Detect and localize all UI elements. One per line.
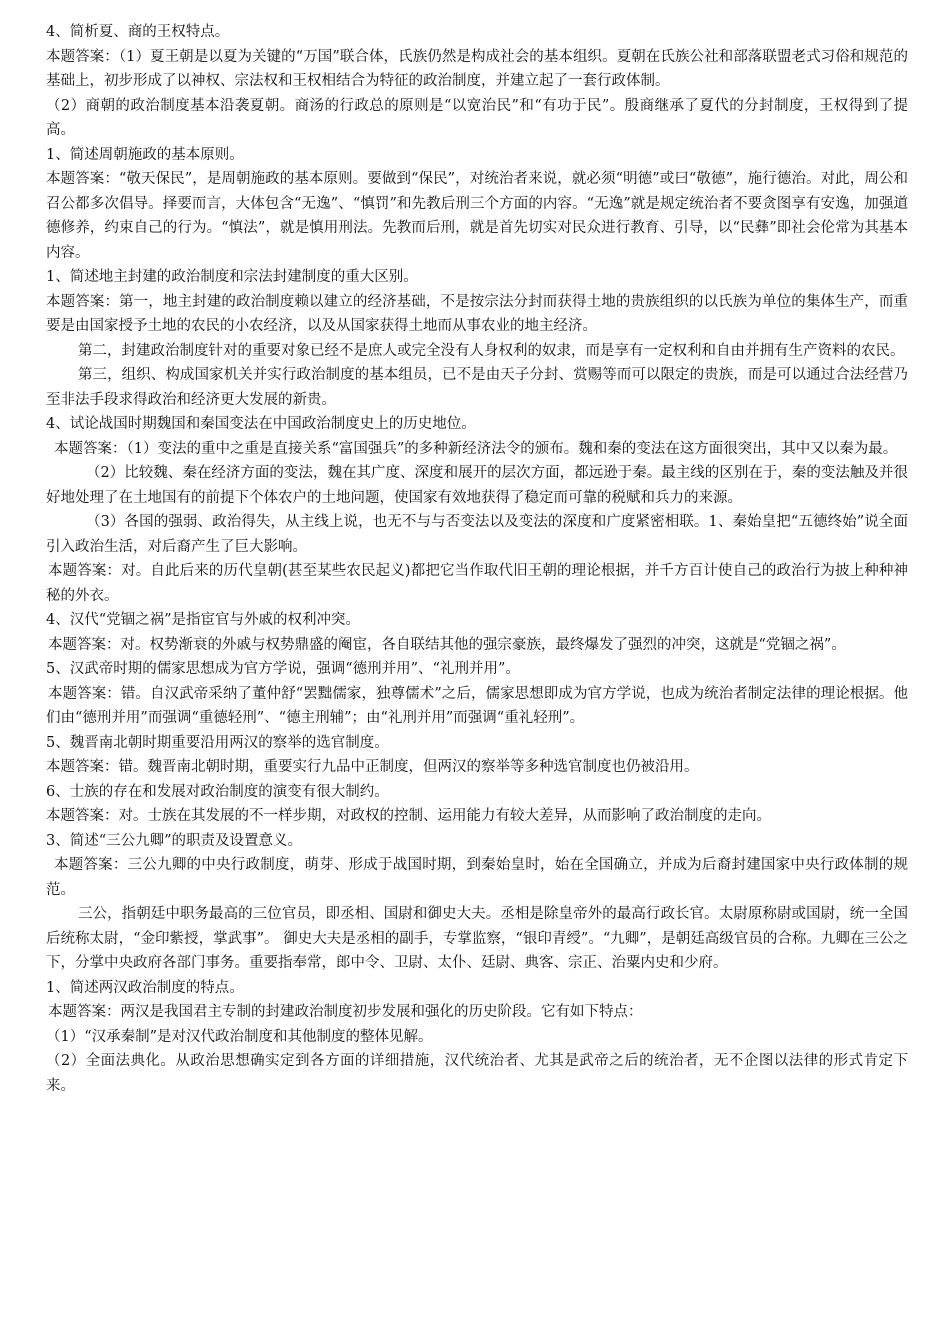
question-heading: 1、简述地主封建的政治制度和宗法封建制度的重大区别。 [46,269,418,285]
answer-paragraph: 本题答案：两汉是我国君主专制的封建政治制度初步发展和强化的历史阶段。它有如下特点： [48,1004,643,1020]
question-heading: 4、简析夏、商的王权特点。 [46,24,230,40]
answer-paragraph: 本题答案：对。权势渐衰的外戚与权势鼎盛的阉宦，各自联结其他的强宗豪族，最终爆发了强烈的冲突，这就是“党锢之祸”。 [48,636,846,653]
answer-paragraph: （3）各国的强弱、政治得失，从主线上说，也无不与与否变法以及变法的深度和广度紧密相联。1、秦始皇把“五德终始”说全面引入政治生活，对后裔产生了巨大影响。 [46,514,908,555]
answer-paragraph: 三公，指朝廷中职务最高的三位官员，即丞相、国尉和御史大夫。丞相是除皇帝外的最高行政长官。太尉原称尉或国尉，统一全国后统称太尉，“金印紫授，掌武事”。 御史大夫是丞相的副手，专掌监察，“银印青绶”。“九卿”，是朝廷高级官员的合称。九卿在三公之下，分掌中央政府各部门事务。重要指奉常，郎中令、卫尉、太仆、廷尉、典客、宗正、治粟内史和少府。 [46,906,908,971]
answer-paragraph: 本题答案：对。自此后来的历代皇朝(甚至某些农民起义)都把它当作取代旧王朝的理论根据，并千方百计使自己的政治行为披上种种神秘的外衣。 [46,563,908,604]
question-heading: 4、试论战国时期魏国和秦国变法在中国政治制度史上的历史地位。 [46,416,476,432]
answer-paragraph: 本题答案：（1）变法的重中之重是直接关系“富国强兵”的多种新经济法令的颁布。魏和秦的变法在这方面很突出，其中又以秦为最。 [54,440,898,457]
answer-paragraph: 第二，封建政治制度针对的重要对象已经不是庶人或完全没有人身权利的奴隶，而是享有一定权利和自由并拥有生产资料的农民。 [78,342,905,359]
answer-paragraph: 本题答案：第一，地主封建的政治制度赖以建立的经济基础，不是按宗法分封而获得土地的贵族组织的以氏族为单位的集体生产，而重要是由国家授予土地的农民的小农经济，以及从国家获得土地而从事农业的地主经济。 [46,293,908,334]
answer-paragraph: （2）比较魏、秦在经济方面的变法，魏在其广度、深度和展开的层次方面，都远逊于秦。最主线的区别在于，秦的变法触及并很好地处理了在土地国有的前提下个体农户的土地问题，使国家有效地获得了稳定而可靠的税赋和兵力的来源。 [46,465,908,506]
question-heading: 6、士族的存在和发展对政治制度的演变有很大制约。 [46,783,389,800]
answer-paragraph: 本题答案：错。自汉武帝采纳了董仲舒“罢黜儒家，独尊儒术”之后，儒家思想即成为官方学说，也成为统治者制定法律的理论根据。他们由“德刑并用”而强调“重德轻刑”、“德主刑辅”；由“礼刑并用”而强调“重礼轻刑”。 [46,685,908,726]
answer-paragraph: （2）商朝的政治制度基本沿袭夏朝。商汤的行政总的原则是“以宽治民”和“有功于民”。殷商继承了夏代的分封制度，王权得到了提高。 [46,97,908,138]
answer-paragraph: （1）“汉承秦制”是对汉代政治制度和其他制度的整体见解。 [46,1028,433,1045]
question-heading: 1、简述周朝施政的基本原则。 [46,146,244,163]
question-heading: 3、简述“三公九卿”的职责及设置意义。 [46,832,303,849]
question-heading: 5、汉武帝时期的儒家思想成为官方学说，强调“德刑并用”、“礼刑并用”。 [46,661,520,677]
question-heading: 4、汉代“党锢之祸”是指宦官与外戚的权利冲突。 [46,612,361,628]
answer-paragraph: （2）全面法典化。从政治思想确实定到各方面的详细措施，汉代统治者、尤其是武帝之后的统治者，无不企图以法律的形式肯定下来。 [46,1053,908,1094]
question-heading: 5、魏晋南北朝时期重要沿用两汉的察举的选官制度。 [46,734,389,751]
answer-paragraph: 本题答案：（1）夏王朝是以夏为关键的“万国”联合体，氏族仍然是构成社会的基本组织。夏朝在氏族公社和部落联盟老式习俗和规范的基础上，初步形成了以神权、宗法权和王权相结合为特征的政治制度，并建立起了一套行政体制。 [46,48,908,89]
answer-paragraph: 第三，组织、构成国家机关并实行政治制度的基本组员，已不是由天子分封、赏赐等而可以限定的贵族，而是可以通过合法经营乃至非法手段求得政治和经济更大发展的新贵。 [46,367,908,408]
answer-paragraph: 本题答案：错。魏晋南北朝时期，重要实行九品中正制度，但两汉的察举等多种选官制度也仍被沿用。 [46,759,699,775]
answer-paragraph: 本题答案：对。士族在其发展的不一样步期，对政权的控制、运用能力有较大差异，从而影响了政治制度的走向。 [46,808,771,824]
answer-paragraph: 本题答案：三公九卿的中央行政制度，萌芽、形成于战国时期，到秦始皇时，始在全国确立，并成为后裔封建国家中央行政体制的规范。 [46,857,908,898]
answer-paragraph: 本题答案：“敬天保民”，是周朝施政的基本原则。要做到“保民”，对统治者来说，就必须“明德”或曰“敬德”，施行德治。对此，周公和召公都多次倡导。择要而言，大体包含“无逸”、“慎罚”和先教后刑三个方面的内容。“无逸”就是规定统治者不要贪图享有安逸，加强道德修养，约束自己的行为。“慎法”，就是慎用刑法。先教而后刑，就是首先切实对民众进行教育、引导，以“民彝”即社会伦常为其基本内容。 [46,171,908,261]
question-heading: 1、简述两汉政治制度的特点。 [46,979,244,996]
